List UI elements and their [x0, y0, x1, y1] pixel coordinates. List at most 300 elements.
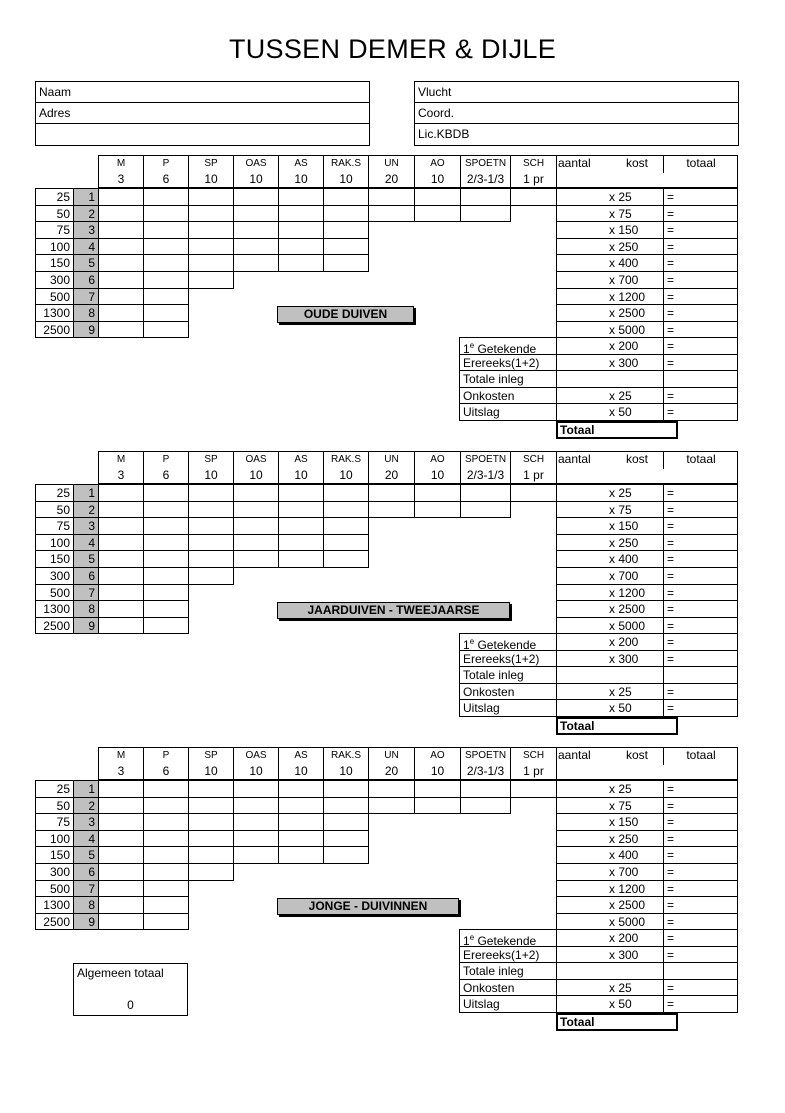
- row-kost: x 250: [556, 534, 664, 551]
- entry-cell[interactable]: [143, 321, 189, 338]
- row-amount: 75: [35, 221, 74, 239]
- aantal-header: aantal: [558, 748, 591, 762]
- col-price: 10: [278, 763, 324, 780]
- entry-cell[interactable]: [98, 534, 144, 551]
- entry-cell[interactable]: [278, 501, 324, 518]
- row-kost: x 700: [556, 863, 664, 881]
- extra-label: Totale inleg: [459, 962, 557, 980]
- row-totaal[interactable]: =: [663, 188, 738, 206]
- row-totaal[interactable]: =: [663, 288, 738, 305]
- row-amount: 25: [35, 484, 74, 502]
- row-amount: 300: [35, 863, 74, 881]
- row-totaal[interactable]: =: [663, 304, 738, 322]
- entry-cell[interactable]: [278, 780, 324, 798]
- extra-totaal[interactable]: [663, 666, 738, 684]
- entry-cell[interactable]: [323, 501, 369, 518]
- extra-label-text: Getekende: [474, 342, 537, 355]
- row-amount: 2500: [35, 913, 74, 930]
- extra-totaal[interactable]: [663, 962, 738, 980]
- entry-cell[interactable]: [460, 484, 511, 502]
- lic-kbdb-field[interactable]: Lic.KBDB: [418, 127, 470, 141]
- row-kost: x 1200: [556, 880, 664, 897]
- entry-cell[interactable]: [323, 205, 369, 222]
- entry-cell[interactable]: [98, 913, 144, 930]
- entry-cell[interactable]: [98, 797, 144, 814]
- row-totaal[interactable]: =: [663, 534, 738, 551]
- entry-cell[interactable]: [323, 221, 369, 239]
- row-amount: 500: [35, 288, 74, 305]
- entry-cell[interactable]: [143, 550, 189, 568]
- row-index: 3: [73, 517, 99, 535]
- row-totaal[interactable]: =: [663, 221, 738, 239]
- entry-cell[interactable]: [98, 550, 144, 568]
- entry-cell[interactable]: [98, 188, 144, 206]
- entry-cell[interactable]: [98, 584, 144, 601]
- entry-cell[interactable]: [233, 501, 279, 518]
- entry-cell[interactable]: [233, 534, 279, 551]
- col-code-ao: AO: [414, 747, 461, 764]
- page-title: TUSSEN DEMER & DIJLE: [228, 34, 557, 64]
- row-amount: 1300: [35, 600, 74, 618]
- entry-cell[interactable]: [368, 188, 415, 206]
- entry-cell[interactable]: [460, 205, 511, 222]
- entry-cell[interactable]: [510, 780, 557, 798]
- entry-cell[interactable]: [414, 205, 461, 222]
- entry-cell[interactable]: [143, 304, 189, 322]
- entry-cell[interactable]: [278, 188, 324, 206]
- row-amount: 100: [35, 534, 74, 551]
- row-amount: 75: [35, 517, 74, 535]
- entry-cell[interactable]: [414, 484, 461, 502]
- entry-cell[interactable]: [98, 501, 144, 518]
- entry-cell[interactable]: [368, 501, 415, 518]
- row-kost: x 400: [556, 254, 664, 272]
- entry-cell[interactable]: [98, 254, 144, 272]
- entry-cell[interactable]: [233, 550, 279, 568]
- extra-totaal[interactable]: =: [663, 699, 738, 717]
- entry-cell[interactable]: [460, 797, 511, 814]
- entry-cell[interactable]: [143, 830, 189, 847]
- entry-cell[interactable]: [188, 780, 234, 798]
- entry-cell[interactable]: [188, 484, 234, 502]
- entry-cell[interactable]: [143, 780, 189, 798]
- row-kost: x 2500: [556, 896, 664, 914]
- entry-cell[interactable]: [188, 205, 234, 222]
- extra-kost: x 200: [556, 633, 664, 651]
- row-kost: x 150: [556, 517, 664, 535]
- entry-cell[interactable]: [143, 188, 189, 206]
- row-index: 2: [73, 205, 99, 222]
- extra-kost: x 25: [556, 387, 664, 404]
- grand-total-label: Algemeen totaal: [77, 966, 164, 980]
- entry-cell[interactable]: [323, 846, 369, 864]
- row-totaal[interactable]: =: [663, 600, 738, 618]
- col-price: 10: [188, 467, 234, 484]
- adres-field-2[interactable]: [36, 124, 369, 145]
- col-code-oas: OAS: [233, 155, 279, 172]
- entry-cell[interactable]: [414, 780, 461, 798]
- entry-cell[interactable]: [460, 501, 511, 518]
- row-totaal[interactable]: =: [663, 846, 738, 864]
- col-code-p: P: [143, 451, 189, 468]
- row-kost: x 250: [556, 238, 664, 255]
- row-amount: 2500: [35, 321, 74, 338]
- row-amount: 25: [35, 780, 74, 798]
- entry-cell[interactable]: [188, 863, 234, 881]
- row-amount: 100: [35, 238, 74, 255]
- section-title: OUDE DUIVEN: [277, 306, 414, 323]
- entry-cell[interactable]: [98, 863, 144, 881]
- entry-cell[interactable]: [98, 896, 144, 914]
- extra-totaal[interactable]: =: [663, 979, 738, 996]
- extra-label-text: Getekende: [474, 638, 537, 651]
- entry-cell[interactable]: [323, 550, 369, 568]
- aantal-header: aantal: [558, 452, 591, 466]
- entry-cell[interactable]: [510, 484, 557, 502]
- entry-cell[interactable]: [323, 813, 369, 831]
- extra-label-text: Getekende: [474, 934, 537, 947]
- entry-cell[interactable]: [98, 846, 144, 864]
- row-index: 9: [73, 617, 99, 634]
- extra-kost: x 50: [556, 995, 664, 1013]
- extra-kost: x 200: [556, 337, 664, 355]
- extra-totaal[interactable]: =: [663, 354, 738, 371]
- col-price: 10: [188, 763, 234, 780]
- row-totaal[interactable]: =: [663, 567, 738, 585]
- col-code-raks: RAK.S: [323, 451, 369, 468]
- extra-kost: x 25: [556, 683, 664, 700]
- col-price: 10: [323, 763, 369, 780]
- entry-cell[interactable]: [233, 484, 279, 502]
- extra-label-num: 1: [463, 638, 470, 651]
- entry-cell[interactable]: [143, 584, 189, 601]
- entry-cell[interactable]: [143, 617, 189, 634]
- row-totaal[interactable]: =: [663, 830, 738, 847]
- entry-cell[interactable]: [143, 534, 189, 551]
- col-price: 2/3-1/3: [460, 467, 511, 484]
- entry-cell[interactable]: [98, 780, 144, 798]
- row-totaal[interactable]: =: [663, 584, 738, 601]
- col-code-raks: RAK.S: [323, 747, 369, 764]
- row-kost: x 2500: [556, 304, 664, 322]
- entry-cell[interactable]: [98, 238, 144, 255]
- extra-label: Totale inleg: [459, 370, 557, 388]
- row-amount: 150: [35, 846, 74, 864]
- entry-cell[interactable]: [143, 271, 189, 289]
- entry-cell[interactable]: [188, 813, 234, 831]
- row-totaal[interactable]: =: [663, 484, 738, 502]
- entry-cell[interactable]: [143, 238, 189, 255]
- entry-cell[interactable]: [460, 780, 511, 798]
- row-totaal[interactable]: =: [663, 321, 738, 338]
- entry-cell[interactable]: [143, 880, 189, 897]
- entry-cell[interactable]: [368, 484, 415, 502]
- row-index: 4: [73, 534, 99, 551]
- entry-cell[interactable]: [323, 517, 369, 535]
- col-price: 2/3-1/3: [460, 171, 511, 188]
- row-index: 5: [73, 846, 99, 864]
- col-price: 10: [233, 171, 279, 188]
- col-code-un: UN: [368, 155, 415, 172]
- row-amount: 500: [35, 584, 74, 601]
- row-totaal[interactable]: =: [663, 813, 738, 831]
- entry-cell[interactable]: [188, 221, 234, 239]
- row-amount: 50: [35, 797, 74, 814]
- entry-cell[interactable]: [98, 321, 144, 338]
- extra-kost: x 25: [556, 979, 664, 996]
- row-totaal[interactable]: =: [663, 863, 738, 881]
- entry-cell[interactable]: [278, 221, 324, 239]
- entry-cell[interactable]: [323, 534, 369, 551]
- entry-cell[interactable]: [368, 780, 415, 798]
- extra-label: [459, 633, 557, 651]
- entry-cell[interactable]: [188, 271, 234, 289]
- entry-cell[interactable]: [278, 205, 324, 222]
- entry-cell[interactable]: [98, 830, 144, 847]
- vlucht-field[interactable]: Vlucht: [415, 82, 738, 103]
- extra-totaal[interactable]: =: [663, 633, 738, 651]
- entry-cell[interactable]: [278, 813, 324, 831]
- entry-cell[interactable]: [233, 797, 279, 814]
- entry-cell[interactable]: [323, 238, 369, 255]
- row-totaal[interactable]: =: [663, 780, 738, 798]
- entry-cell[interactable]: [98, 484, 144, 502]
- entry-cell[interactable]: [188, 254, 234, 272]
- entry-cell[interactable]: [278, 534, 324, 551]
- entry-cell[interactable]: [143, 221, 189, 239]
- totaal-header: totaal: [663, 747, 738, 765]
- naam-field[interactable]: Naam: [36, 82, 369, 103]
- entry-cell[interactable]: [98, 567, 144, 585]
- row-kost: x 5000: [556, 913, 664, 930]
- row-kost: x 150: [556, 221, 664, 239]
- entry-cell[interactable]: [233, 780, 279, 798]
- col-code-ao: AO: [414, 451, 461, 468]
- entry-cell[interactable]: [278, 797, 324, 814]
- row-totaal[interactable]: =: [663, 501, 738, 518]
- col-code-sp: SP: [188, 747, 234, 764]
- extra-label: Uitslag: [459, 699, 557, 717]
- row-index: 7: [73, 288, 99, 305]
- row-totaal[interactable]: =: [663, 617, 738, 634]
- col-price: 1 pr: [510, 467, 557, 484]
- entry-cell[interactable]: [510, 188, 557, 206]
- row-kost: x 400: [556, 550, 664, 568]
- entry-cell[interactable]: [98, 271, 144, 289]
- col-code-p: P: [143, 747, 189, 764]
- entry-cell[interactable]: [278, 846, 324, 864]
- entry-cell[interactable]: [98, 517, 144, 535]
- entry-cell[interactable]: [188, 830, 234, 847]
- entry-cell[interactable]: [98, 813, 144, 831]
- entry-cell[interactable]: [233, 517, 279, 535]
- entry-cell[interactable]: [143, 567, 189, 585]
- entry-cell[interactable]: [414, 501, 461, 518]
- row-totaal[interactable]: =: [663, 271, 738, 289]
- extra-label: Onkosten: [459, 387, 557, 404]
- entry-cell[interactable]: [368, 797, 415, 814]
- grand-total-value: 0: [127, 998, 134, 1012]
- entry-cell[interactable]: [98, 600, 144, 618]
- info-left-box: [35, 81, 370, 146]
- extra-label: Onkosten: [459, 979, 557, 996]
- entry-cell[interactable]: [233, 238, 279, 255]
- extra-label: Totale inleg: [459, 666, 557, 684]
- extra-label: Erereeks(1+2): [459, 650, 557, 667]
- entry-cell[interactable]: [98, 304, 144, 322]
- row-totaal[interactable]: =: [663, 550, 738, 568]
- row-totaal[interactable]: =: [663, 797, 738, 814]
- entry-cell[interactable]: [278, 254, 324, 272]
- row-index: 6: [73, 271, 99, 289]
- extra-totaal[interactable]: =: [663, 995, 738, 1013]
- entry-cell[interactable]: [323, 188, 369, 206]
- extra-totaal[interactable]: =: [663, 403, 738, 421]
- entry-cell[interactable]: [143, 896, 189, 914]
- entry-cell[interactable]: [98, 288, 144, 305]
- col-code-m: M: [98, 155, 144, 172]
- entry-cell[interactable]: [188, 534, 234, 551]
- entry-cell[interactable]: [188, 517, 234, 535]
- extra-label-num: 1: [463, 934, 470, 947]
- row-totaal[interactable]: =: [663, 238, 738, 255]
- row-index: 7: [73, 584, 99, 601]
- entry-cell[interactable]: [323, 830, 369, 847]
- row-totaal[interactable]: =: [663, 880, 738, 897]
- entry-cell[interactable]: [143, 501, 189, 518]
- extra-kost: x 200: [556, 929, 664, 947]
- totaal-box[interactable]: Totaal: [556, 1013, 678, 1031]
- row-amount: 300: [35, 271, 74, 289]
- row-index: 9: [73, 321, 99, 338]
- entry-cell[interactable]: [143, 913, 189, 930]
- row-totaal[interactable]: =: [663, 205, 738, 222]
- entry-cell[interactable]: [278, 484, 324, 502]
- entry-cell[interactable]: [143, 600, 189, 618]
- row-kost: x 25: [556, 780, 664, 798]
- entry-cell[interactable]: [98, 221, 144, 239]
- col-code-spoetn: SPOETN: [460, 747, 511, 764]
- row-kost: x 25: [556, 188, 664, 206]
- row-amount: 150: [35, 550, 74, 568]
- entry-cell[interactable]: [278, 517, 324, 535]
- entry-cell[interactable]: [143, 846, 189, 864]
- entry-cell[interactable]: [278, 550, 324, 568]
- entry-cell[interactable]: [188, 188, 234, 206]
- grand-total-box: [73, 963, 188, 1016]
- row-totaal[interactable]: =: [663, 517, 738, 535]
- row-totaal[interactable]: =: [663, 254, 738, 272]
- col-price: 6: [143, 467, 189, 484]
- entry-cell[interactable]: [323, 484, 369, 502]
- entry-cell[interactable]: [278, 238, 324, 255]
- row-index: 1: [73, 780, 99, 798]
- entry-cell[interactable]: [98, 880, 144, 897]
- kost-header: kost: [625, 748, 648, 762]
- section-title: JAARDUIVEN - TWEEJAARSE: [277, 602, 510, 619]
- entry-cell[interactable]: [188, 238, 234, 255]
- row-kost: x 75: [556, 501, 664, 518]
- col-price: 1 pr: [510, 171, 557, 188]
- entry-cell[interactable]: [98, 617, 144, 634]
- entry-cell[interactable]: [143, 797, 189, 814]
- row-amount: 75: [35, 813, 74, 831]
- entry-cell[interactable]: [414, 797, 461, 814]
- entry-cell[interactable]: [188, 846, 234, 864]
- adres-field[interactable]: Adres: [36, 103, 369, 124]
- entry-cell[interactable]: [143, 484, 189, 502]
- totaal-box[interactable]: Totaal: [556, 421, 678, 439]
- entry-cell[interactable]: [233, 813, 279, 831]
- entry-cell[interactable]: [143, 863, 189, 881]
- entry-cell[interactable]: [323, 780, 369, 798]
- info-right-box: [414, 81, 739, 146]
- entry-cell[interactable]: [188, 501, 234, 518]
- row-index: 9: [73, 913, 99, 930]
- entry-cell[interactable]: [143, 288, 189, 305]
- extra-label-sup: e: [469, 637, 475, 646]
- entry-cell[interactable]: [143, 813, 189, 831]
- row-index: 8: [73, 304, 99, 322]
- entry-cell[interactable]: [233, 205, 279, 222]
- extra-label: Erereeks(1+2): [459, 946, 557, 963]
- entry-cell[interactable]: [323, 254, 369, 272]
- extra-totaal[interactable]: =: [663, 337, 738, 355]
- entry-cell[interactable]: [188, 567, 234, 585]
- totaal-box[interactable]: Totaal: [556, 717, 678, 735]
- col-price: 10: [278, 171, 324, 188]
- extra-totaal[interactable]: =: [663, 650, 738, 667]
- col-price: 2/3-1/3: [460, 763, 511, 780]
- extra-totaal[interactable]: =: [663, 387, 738, 404]
- col-price: 10: [233, 467, 279, 484]
- entry-cell[interactable]: [368, 205, 415, 222]
- row-index: 8: [73, 896, 99, 914]
- entry-cell[interactable]: [143, 205, 189, 222]
- row-totaal[interactable]: =: [663, 913, 738, 930]
- row-amount: 300: [35, 567, 74, 585]
- coord-field[interactable]: Coord.: [415, 103, 738, 124]
- col-code-oas: OAS: [233, 451, 279, 468]
- row-kost: x 700: [556, 271, 664, 289]
- entry-cell[interactable]: [414, 188, 461, 206]
- entry-cell[interactable]: [188, 797, 234, 814]
- extra-totaal[interactable]: =: [663, 929, 738, 947]
- entry-cell[interactable]: [233, 830, 279, 847]
- row-kost: x 1200: [556, 584, 664, 601]
- col-code-as: AS: [278, 451, 324, 468]
- entry-cell[interactable]: [143, 517, 189, 535]
- entry-cell[interactable]: [188, 550, 234, 568]
- entry-cell[interactable]: [233, 188, 279, 206]
- extra-kost: x 50: [556, 699, 664, 717]
- entry-cell[interactable]: [98, 205, 144, 222]
- entry-cell[interactable]: [143, 254, 189, 272]
- extra-totaal[interactable]: [663, 370, 738, 388]
- kost-header: kost: [625, 156, 648, 170]
- entry-cell[interactable]: [323, 797, 369, 814]
- entry-cell[interactable]: [233, 254, 279, 272]
- row-totaal[interactable]: =: [663, 896, 738, 914]
- col-code-m: M: [98, 451, 144, 468]
- entry-cell[interactable]: [460, 188, 511, 206]
- entry-cell[interactable]: [233, 846, 279, 864]
- extra-totaal[interactable]: =: [663, 683, 738, 700]
- entry-cell[interactable]: [233, 221, 279, 239]
- extra-totaal[interactable]: =: [663, 946, 738, 963]
- col-price: 3: [98, 467, 144, 484]
- entry-cell[interactable]: [278, 830, 324, 847]
